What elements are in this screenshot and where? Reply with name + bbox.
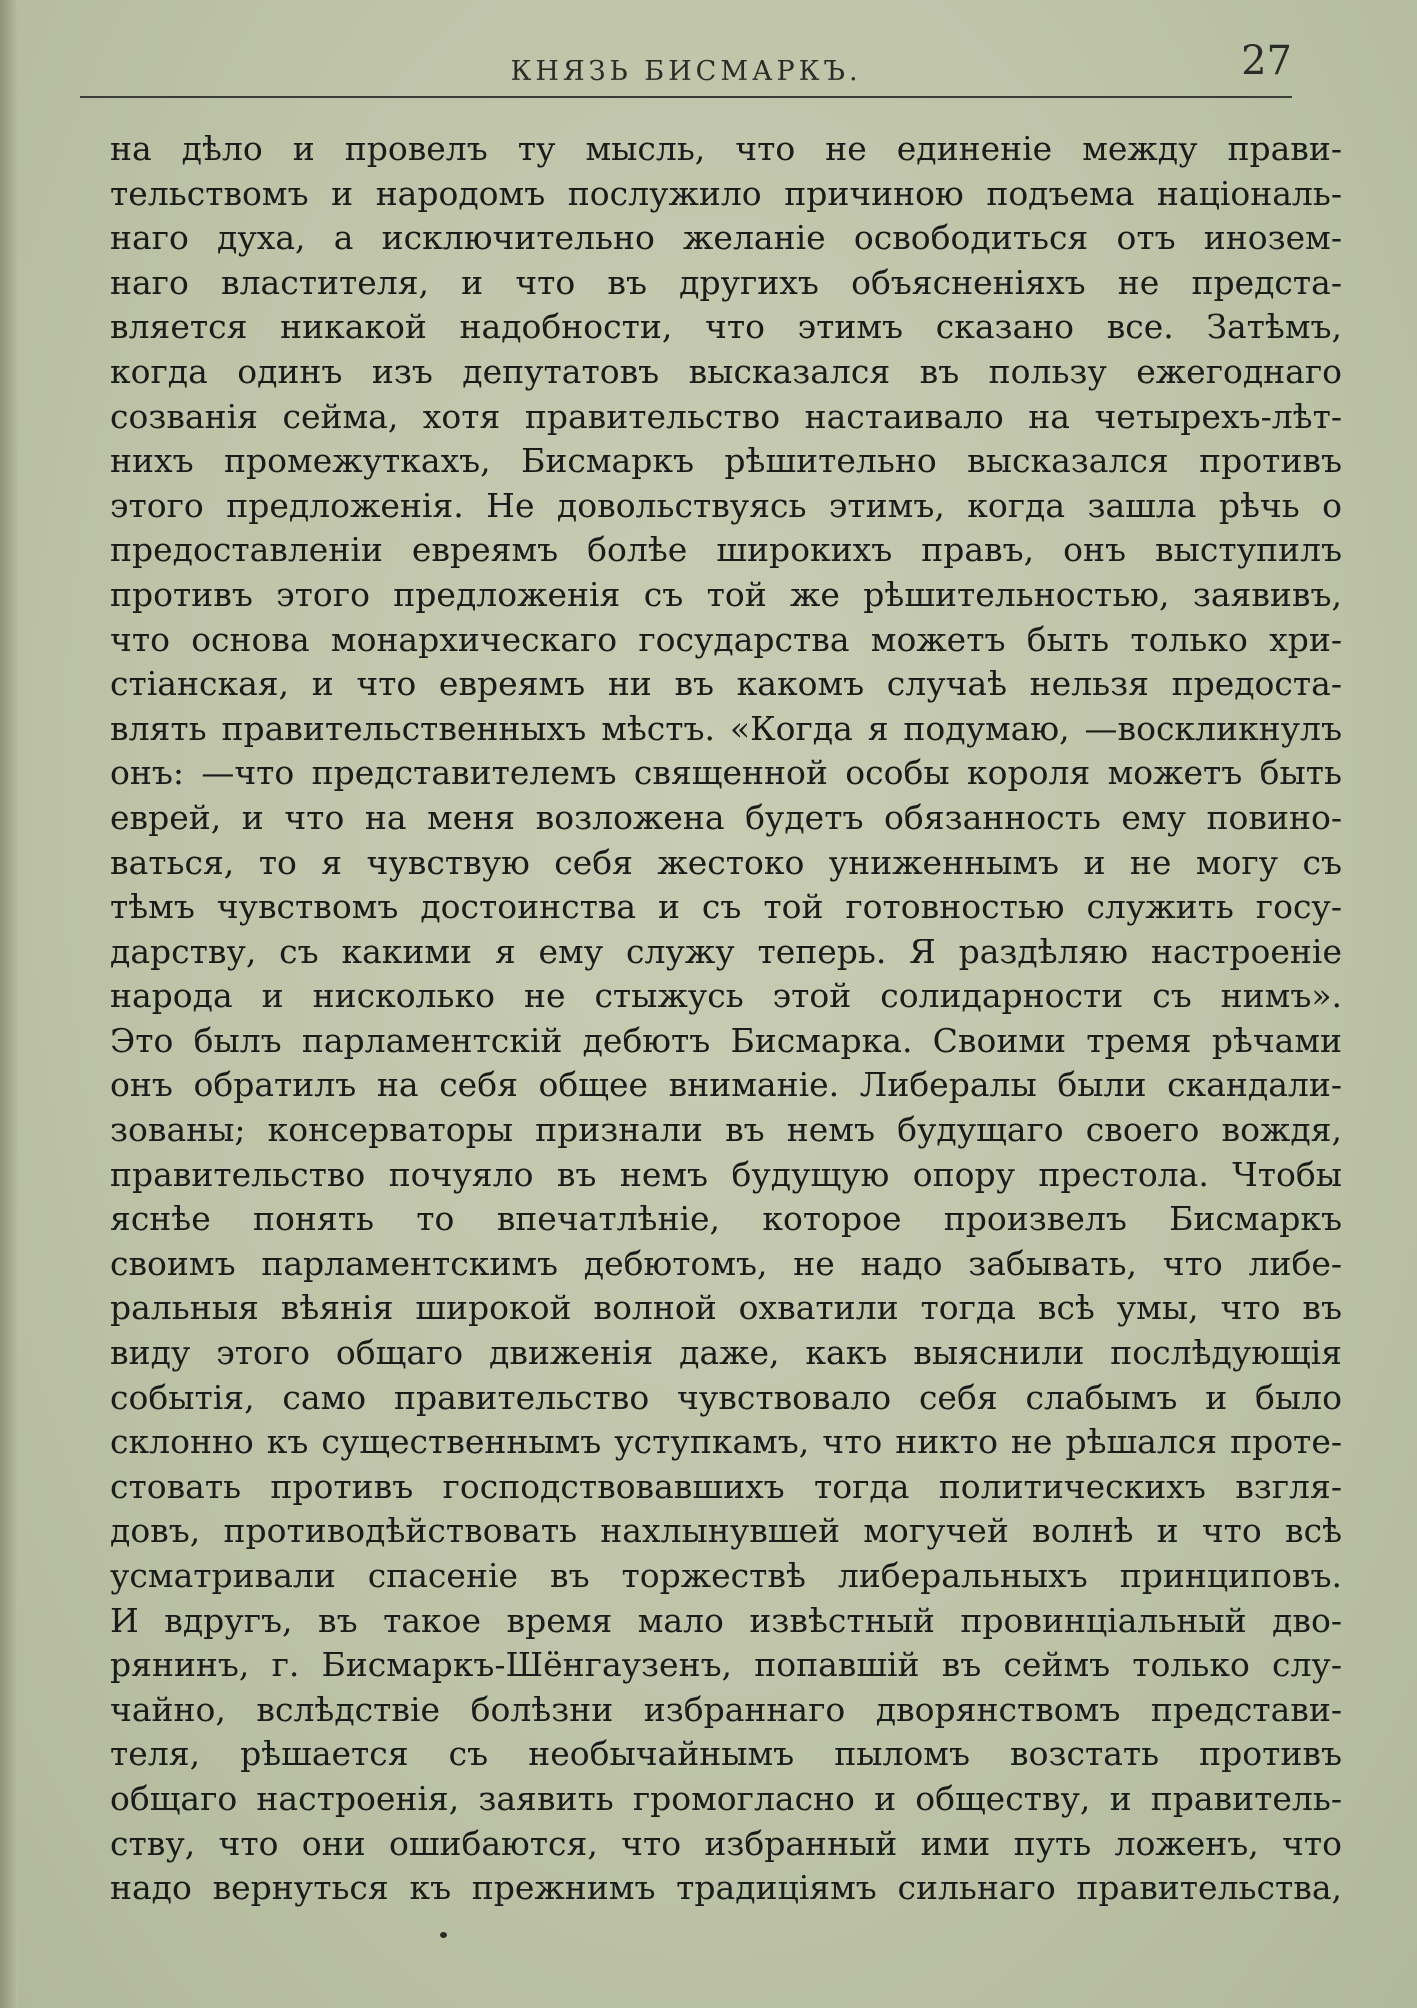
text-line: виду этого общаго движенія даже, какъ выяснили послѣдующія bbox=[110, 1333, 1342, 1373]
text-line: наго властителя, и что въ другихъ объясненіяхъ не предста- bbox=[110, 262, 1342, 302]
text-line: ству, что они ошибаются, что избранный ими путь ложенъ, что bbox=[110, 1823, 1342, 1863]
text-line: что основа монархическаго государства можетъ быть только хри- bbox=[110, 619, 1342, 659]
text-line: этого предложенія. Не довольствуясь этимъ, когда зашла рѣчь о bbox=[110, 485, 1342, 525]
text-line: правительство почуяло въ немъ будущую опору престола. Чтобы bbox=[110, 1154, 1342, 1194]
text-line: ваться, то я чувствую себя жестоко униженнымъ и не могу съ bbox=[110, 842, 1342, 882]
text-line: яснѣе понять то впечатлѣніе, которое произвелъ Бисмаркъ bbox=[110, 1199, 1342, 1239]
text-line: рянинъ, г. Бисмаркъ-Шёнгаузенъ, попавшій въ сеймъ только слу- bbox=[110, 1645, 1342, 1685]
text-line: склонно къ существеннымъ уступкамъ, что никто не рѣшался проте- bbox=[110, 1422, 1342, 1462]
text-line: дарству, съ какими я ему служу теперь. Я раздѣляю настроеніе bbox=[110, 931, 1342, 971]
body-text bbox=[110, 127, 1342, 1911]
text-line: зованы; консерваторы признали въ немъ будущаго своего вождя, bbox=[110, 1110, 1342, 1150]
text-line: довъ, противодѣйствовать нахлынувшей могучей волнѣ и что всѣ bbox=[110, 1511, 1342, 1551]
text-line: усматривали спасеніе въ торжествѣ либеральныхъ принциповъ. bbox=[110, 1556, 1342, 1595]
text-line: своимъ парламентскимъ дебютомъ, не надо забывать, что либе- bbox=[110, 1243, 1342, 1283]
text-line: еврей, и что на меня возложена будетъ обязанность ему повино- bbox=[110, 797, 1342, 837]
header-rule bbox=[80, 96, 1292, 98]
text-line: ральныя вѣянія широкой волной охватили тогда всѣ умы, что въ bbox=[110, 1288, 1342, 1328]
text-line: народа и нисколько не стыжусь этой солидарности съ нимъ». bbox=[110, 976, 1342, 1016]
running-title: КНЯЗЬ БИСМАРКЪ. bbox=[510, 56, 862, 87]
text-line: надо вернуться къ прежнимъ традиціямъ сильнаго правительства, bbox=[110, 1868, 1342, 1908]
text-line: противъ этого предложенія съ той же рѣшительностью, заявивъ, bbox=[110, 574, 1342, 614]
text-line: созванія сейма, хотя правительство настаивало на четырехъ-лѣт- bbox=[110, 396, 1342, 436]
text-line: теля, рѣшается съ необычайнымъ пыломъ возстать противъ bbox=[110, 1734, 1342, 1774]
text-line: стовать противъ господствовавшихъ тогда политическихъ взгля- bbox=[110, 1466, 1342, 1506]
text-line: Это былъ парламентскій дебютъ Бисмарка. Своими тремя рѣчами bbox=[110, 1020, 1342, 1060]
page-gutter-shadow bbox=[0, 0, 18, 2008]
text-line: общаго настроенія, заявить громогласно и обществу, и правитель- bbox=[110, 1778, 1342, 1818]
text-line: влять правительственныхъ мѣстъ. «Когда я подумаю, —воскликнулъ bbox=[110, 708, 1342, 748]
text-line: онъ обратилъ на себя общее вниманіе. Либералы были скандали- bbox=[110, 1065, 1342, 1105]
page-header bbox=[80, 38, 1292, 102]
text-line: когда одинъ изъ депутатовъ высказался въ пользу ежегоднаго bbox=[110, 351, 1342, 391]
text-line: стіанская, и что евреямъ ни въ какомъ случаѣ нельзя предоста- bbox=[110, 664, 1342, 704]
text-line: онъ: —что представителемъ священной особы короля можетъ быть bbox=[110, 753, 1342, 793]
text-line: на дѣло и провелъ ту мысль, что не единеніе между прави- bbox=[110, 129, 1342, 168]
ink-speck bbox=[440, 1932, 447, 1938]
text-line: чайно, вслѣдствіе болѣзни избраннаго дворянствомъ представи- bbox=[110, 1689, 1342, 1729]
text-line: нихъ промежуткахъ, Бисмаркъ рѣшительно высказался противъ bbox=[110, 441, 1342, 481]
text-line: предоставленіи евреямъ болѣе широкихъ правъ, онъ выступилъ bbox=[110, 530, 1342, 570]
text-line: тѣмъ чувствомъ достоинства и съ той готовностью служить госу- bbox=[110, 887, 1342, 927]
text-line: И вдругъ, въ такое время мало извѣстный провинціальный дво- bbox=[110, 1600, 1342, 1640]
page-number: 27 bbox=[1241, 38, 1292, 84]
text-line: тельствомъ и народомъ послужило причиною подъема національ- bbox=[110, 173, 1342, 213]
text-line: наго духа, а исключительно желаніе освободиться отъ инозем- bbox=[110, 218, 1342, 258]
text-line: вляется никакой надобности, что этимъ сказано все. Затѣмъ, bbox=[110, 307, 1342, 347]
text-line: событія, само правительство чувствовало себя слабымъ и было bbox=[110, 1377, 1342, 1417]
